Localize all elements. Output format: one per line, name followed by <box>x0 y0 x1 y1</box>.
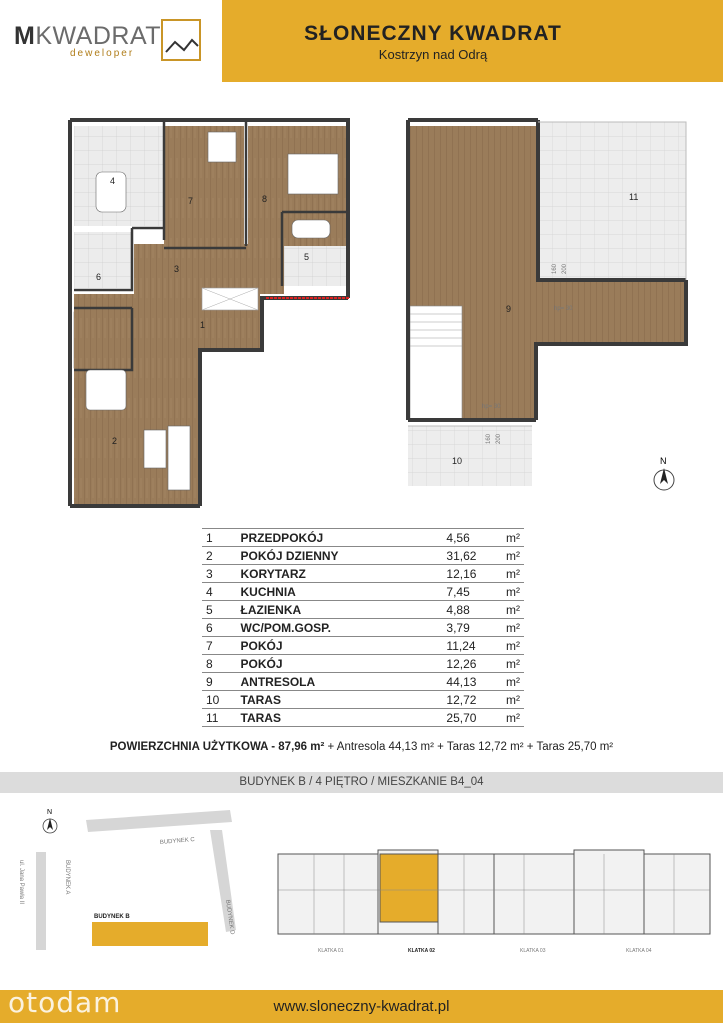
floor-plan-lower <box>60 108 360 518</box>
room-area: 4,88 <box>442 601 496 619</box>
site-budynek-d: BUDYNEK D <box>224 899 235 935</box>
room-label-9: 9 <box>506 304 512 314</box>
table-row <box>202 709 524 727</box>
room-area: 3,79 <box>442 619 496 637</box>
klatka-04: KLATKA 04 <box>626 948 652 954</box>
logo-text: MKWADRAT <box>14 22 162 50</box>
klatka-03: KLATKA 03 <box>520 948 546 954</box>
room-area: 4,56 <box>442 529 496 547</box>
room-name: KORYTARZ <box>237 565 443 583</box>
room-name: WC/POM.GOSP. <box>237 619 443 637</box>
room-table <box>202 528 524 727</box>
room-number: 4 <box>202 583 237 601</box>
area-summary <box>0 741 723 753</box>
room-area: 7,45 <box>442 583 496 601</box>
klatka-01: KLATKA 01 <box>318 948 344 954</box>
compass-icon <box>648 452 688 498</box>
room-area: 31,62 <box>442 547 496 565</box>
room-number: 5 <box>202 601 237 619</box>
floor-plan-upper <box>398 108 693 493</box>
room-label-1: 1 <box>200 320 206 330</box>
page-subtitle: Kostrzyn nad Odrą <box>378 47 488 62</box>
room-name: TARAS <box>237 691 443 709</box>
area-summary-extra: + Antresola 44,13 m² + Taras 12,72 m² + Taras 25,70 m² <box>324 741 614 753</box>
table-row <box>202 691 524 709</box>
room-area: 12,26 <box>442 655 496 673</box>
room-number: 3 <box>202 565 237 583</box>
site-budynek-a: BUDYNEK A <box>64 860 70 895</box>
room-area: 12,72 <box>442 691 496 709</box>
room-name: POKÓJ DZIENNY <box>237 547 443 565</box>
footer-url-link[interactable]: www.sloneczny-kwadrat.pl <box>273 998 450 1015</box>
page-title: SŁONECZNY KWADRAT <box>304 22 562 45</box>
watermark: otodam <box>8 986 122 1019</box>
room-label-10: 10 <box>452 456 463 466</box>
room-unit: m² <box>497 655 524 673</box>
room-label-3: 3 <box>174 264 180 274</box>
site-budynek-b: BUDYNEK B <box>94 914 130 920</box>
building-floor-strip <box>274 840 719 965</box>
room-name: KUCHNIA <box>237 583 443 601</box>
room-name: TARAS <box>237 709 443 727</box>
room-name: POKÓJ <box>237 637 443 655</box>
table-row <box>202 529 524 547</box>
room-number: 7 <box>202 637 237 655</box>
room-label-8: 8 <box>262 194 268 204</box>
room-label-4: 4 <box>110 176 116 186</box>
room-name: POKÓJ <box>237 655 443 673</box>
table-row <box>202 601 524 619</box>
room-unit: m² <box>497 619 524 637</box>
room-unit: m² <box>497 637 524 655</box>
table-row <box>202 565 524 583</box>
logo-subtitle: deweloper <box>70 48 135 59</box>
room-unit: m² <box>497 673 524 691</box>
room-area: 12,16 <box>442 565 496 583</box>
room-number: 8 <box>202 655 237 673</box>
room-unit: m² <box>497 691 524 709</box>
compass-label: N <box>660 456 667 466</box>
klatka-02: KLATKA 02 <box>408 948 435 954</box>
room-unit: m² <box>497 547 524 565</box>
room-unit: m² <box>497 601 524 619</box>
table-row <box>202 655 524 673</box>
room-label-7: 7 <box>188 196 194 206</box>
dim-200-upper: 200 <box>562 263 568 274</box>
room-unit: m² <box>497 529 524 547</box>
room-area: 44,13 <box>442 673 496 691</box>
hp-lower: hp= 30 <box>482 404 501 410</box>
room-number: 6 <box>202 619 237 637</box>
area-summary-main: POWIERZCHNIA UŻYTKOWA - 87,96 m² <box>109 741 325 753</box>
room-area: 25,70 <box>442 709 496 727</box>
table-row <box>202 547 524 565</box>
room-area: 11,24 <box>442 637 496 655</box>
room-unit: m² <box>497 583 524 601</box>
site-map <box>0 800 270 960</box>
room-name: PRZEDPOKÓJ <box>237 529 443 547</box>
table-row <box>202 619 524 637</box>
room-number: 10 <box>202 691 237 709</box>
table-row <box>202 673 524 691</box>
room-number: 11 <box>202 709 237 727</box>
room-number: 9 <box>202 673 237 691</box>
site-budynek-c: BUDYNEK C <box>159 836 196 846</box>
room-label-2: 2 <box>112 436 118 446</box>
site-compass-label: N <box>47 809 53 816</box>
room-name: ANTRESOLA <box>237 673 443 691</box>
room-label-5: 5 <box>304 252 310 262</box>
room-number: 2 <box>202 547 237 565</box>
room-unit: m² <box>497 565 524 583</box>
table-row <box>202 637 524 655</box>
site-compass-icon <box>43 809 57 833</box>
dim-160-upper: 160 <box>552 263 558 274</box>
dim-200-lower: 200 <box>496 433 502 444</box>
site-street: ul. Jana Pawła II <box>18 860 24 905</box>
room-label-11: 11 <box>629 192 639 202</box>
dim-160-lower: 160 <box>486 433 492 444</box>
room-number: 1 <box>202 529 237 547</box>
room-name: ŁAZIENKA <box>237 601 443 619</box>
location-text: BUDYNEK B / 4 PIĘTRO / MIESZKANIE B4_04 <box>239 776 484 788</box>
room-unit: m² <box>497 709 524 727</box>
table-row <box>202 583 524 601</box>
room-label-6: 6 <box>96 272 102 282</box>
hp-upper: hp= 30 <box>554 306 573 312</box>
